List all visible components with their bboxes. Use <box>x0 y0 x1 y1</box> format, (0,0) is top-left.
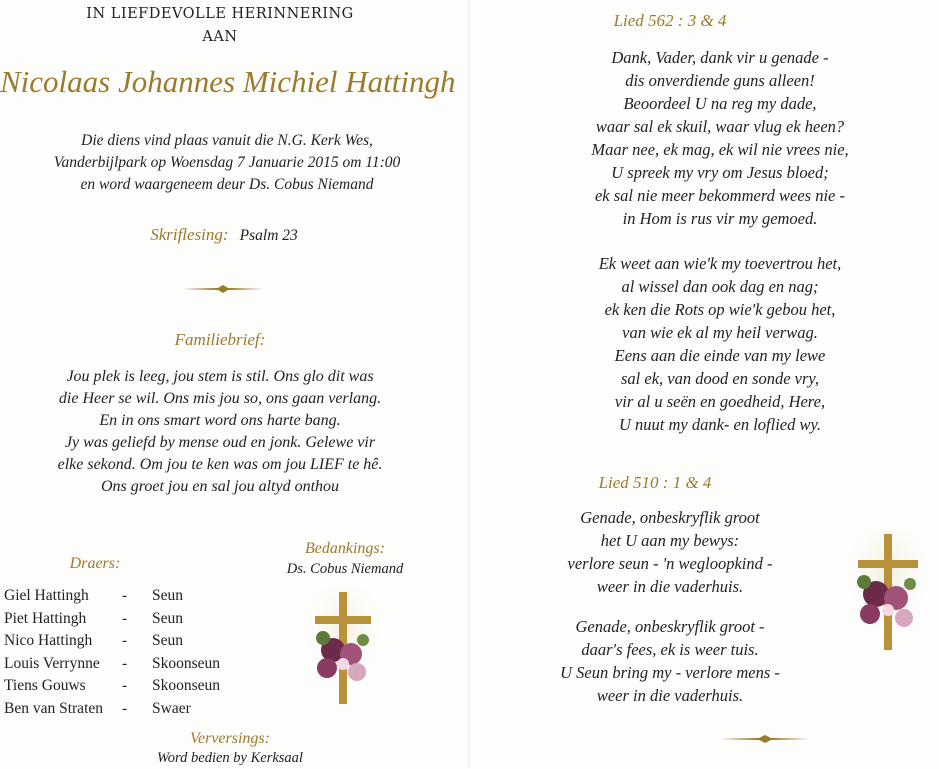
bearers-title: Draers: <box>69 555 121 572</box>
memorial-heading-aan: AAN <box>202 29 238 45</box>
bearer-dash: - <box>122 632 128 650</box>
bearer-dash: - <box>122 677 128 695</box>
hymn2-title: Lied 510 : 1 & 4 <box>598 473 712 492</box>
hymn1-line: ek ken die Rots op wie'k gebou het, <box>604 300 836 319</box>
cross-with-flowers-icon <box>846 530 930 654</box>
bearer-name: Louis Verrynne <box>4 654 100 672</box>
service-line-3: en word waargeneem deur Ds. Cobus Niemand <box>80 176 374 193</box>
family-letter-line: elke sekond. Om jou te ken was om jou LIEF te hê. <box>57 456 383 473</box>
bearer-relation: Seun <box>152 632 183 650</box>
bearers-table <box>4 585 220 720</box>
hymn1-line: in Hom is rus vir my gemoed. <box>622 209 818 228</box>
hymn1-title: Lied 562 : 3 & 4 <box>613 11 727 30</box>
refreshments-title: Verversings: <box>190 730 270 747</box>
family-letter-title: Familiebrief: <box>174 330 266 349</box>
hymn2-line: daar's fees, ek is weer tuis. <box>581 640 759 659</box>
hymn1-line: U spreek my vry om Jesus bloed; <box>611 163 829 182</box>
deceased-name: Nicolaas Johannes Michiel Hattingh <box>0 64 456 99</box>
table-row <box>4 585 220 608</box>
refreshments-value: Word bedien by Kerksaal <box>157 750 303 766</box>
hymn1-line: Eens aan die einde van my lewe <box>614 346 826 365</box>
bearer-relation: Swaer <box>152 699 191 717</box>
hymn1-line: ek sal nie meer bekommerd wees nie - <box>594 186 845 205</box>
table-row <box>4 608 220 631</box>
hymn2-line: weer in die vaderhuis. <box>596 686 744 705</box>
table-row <box>4 630 220 653</box>
cross-with-flowers-icon <box>303 588 383 708</box>
scripture-label: Skriflesing: <box>150 225 229 244</box>
bearer-relation: Seun <box>152 587 183 605</box>
hymn2-line: U Seun bring my - verlore mens - <box>560 663 780 682</box>
family-letter-line: Ons groet jou en sal jou altyd onthou <box>100 478 340 495</box>
bearer-name: Piet Hattingh <box>4 609 87 627</box>
bearer-name: Nico Hattingh <box>4 632 93 650</box>
hymn1-line: Maar nee, ek mag, ek wil nie vrees nie, <box>591 140 849 159</box>
hymn1-line: al wissel dan ook dag en nag; <box>621 277 819 296</box>
table-row <box>4 698 220 721</box>
hymn2-line: Genade, onbeskryflik groot <box>580 508 760 527</box>
hymn2-line: weer in die vaderhuis. <box>596 577 744 596</box>
hymn1-line: Dank, Vader, dank vir u genade - <box>611 48 829 67</box>
thanks-value: Ds. Cobus Niemand <box>286 561 404 577</box>
scripture-value: Psalm 23 <box>239 227 298 244</box>
right-page <box>470 0 939 768</box>
ornament-divider-icon <box>182 284 264 294</box>
bearer-dash: - <box>122 654 128 672</box>
hymn1-line: vir al u seën en goedheid, Here, <box>614 392 826 411</box>
family-letter-line: Jou plek is leeg, jou stem is stil. Ons glo dit was <box>66 368 374 385</box>
left-page <box>0 0 469 768</box>
family-letter-line: die Heer se wil. Ons mis jou so, ons gaan verlang. <box>58 390 382 407</box>
scripture-row <box>0 225 448 246</box>
memorial-heading: IN LIEFDEVOLLE HERINNERING <box>86 6 354 22</box>
thanks-title: Bedankings: <box>305 540 385 557</box>
table-row <box>4 653 220 676</box>
hymn1-line: Ek weet aan wie'k my toevertrou het, <box>598 254 842 273</box>
hymn1-line: van wie ek al my heil verwag. <box>622 323 818 342</box>
hymn1-line: U nuut my dank- en loflied wy. <box>618 415 822 434</box>
bearer-dash: - <box>122 699 128 717</box>
bearer-name: Tiens Gouws <box>4 677 86 695</box>
family-letter-line: Jy was geliefd by mense oud en jonk. Gelewe vir <box>64 434 376 451</box>
bearer-relation: Seun <box>152 609 183 627</box>
bearer-relation: Skoonseun <box>152 654 221 672</box>
service-line-1: Die diens vind plaas vanuit die N.G. Kerk Wes, <box>81 132 373 149</box>
family-letter-line: En in ons smart word ons harte bang. <box>99 412 341 429</box>
bearer-dash: - <box>122 609 128 627</box>
bearer-dash: - <box>122 587 128 605</box>
bearer-name: Giel Hattingh <box>4 587 89 605</box>
hymn1-line: Beoordeel U na reg my dade, <box>623 94 817 113</box>
hymn2-line: het U aan my bewys: <box>600 531 740 550</box>
hymn2-line: verlore seun - 'n wegloopkind - <box>567 554 773 573</box>
hymn1-line: dis onverdiende guns alleen! <box>625 71 815 90</box>
bearer-relation: Skoonseun <box>152 677 221 695</box>
service-line-2: Vanderbijlpark op Woensdag 7 Januarie 2015 om 11:00 <box>53 154 401 171</box>
hymn1-line: waar sal ek skuil, waar vlug ek heen? <box>595 117 845 136</box>
ornament-divider-icon <box>720 734 810 744</box>
hymn1-line: sal ek, van dood en sonde vry, <box>621 369 819 388</box>
hymn2-line: Genade, onbeskryflik groot - <box>575 617 765 636</box>
bearer-name: Ben van Straten <box>4 699 104 717</box>
table-row <box>4 675 220 698</box>
